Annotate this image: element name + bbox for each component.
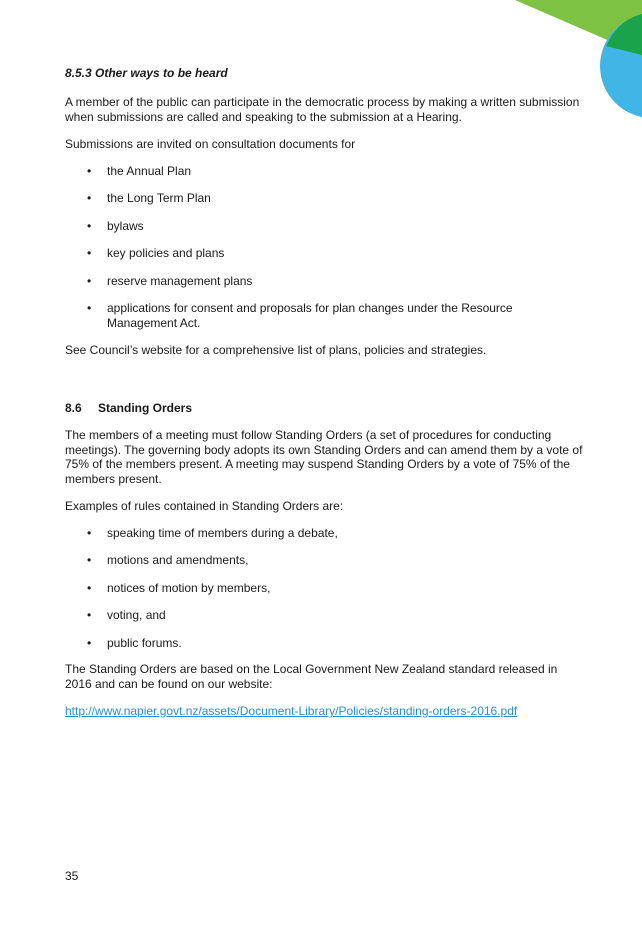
section-title: Standing Orders <box>98 401 193 415</box>
paragraph-submissions-lead-in: Submissions are invited on consultation documents for <box>65 137 356 151</box>
paragraph-public-participation: A member of the public can participate in the democratic process by making a written submission when submissions are called and speaking to the submission at a Hearing. <box>65 95 580 124</box>
bullet-icon: • <box>87 246 92 260</box>
bullet-icon: • <box>87 191 92 205</box>
blue-circle-shape <box>600 14 642 118</box>
paragraph-examples-lead-in: Examples of rules contained in Standing Orders are: <box>65 499 344 513</box>
bullet-icon: • <box>87 608 92 622</box>
paragraph-standing-orders-intro: The members of a meeting must follow Standing Orders (a set of procedures for conducting meetings). The governing body adopts its own Standing Orders and can amend them by a vote of 75% of the members present. A meeting may suspend Standing Orders by a vote of 75% of the members present. <box>65 428 583 486</box>
section-number: 8.6 <box>65 401 82 415</box>
bullet-icon: • <box>87 164 92 178</box>
bullet-icon: • <box>87 274 92 288</box>
bullet-icon: • <box>87 526 92 540</box>
subsection-heading: 8.5.3 Other ways to be heard <box>65 66 228 80</box>
dark-green-overlap-shape <box>606 14 642 55</box>
bullet-icon: • <box>87 636 92 650</box>
bullet-icon: • <box>87 301 92 315</box>
green-swoosh-shape <box>515 0 642 55</box>
standing-orders-pdf-link[interactable]: http://www.napier.govt.nz/assets/Document-Library/Policies/standing-orders-2016.pdf <box>65 704 518 718</box>
page-number: 35 <box>65 869 79 883</box>
bullet-icon: • <box>87 553 92 567</box>
bullet-icon: • <box>87 581 92 595</box>
section-heading <box>65 401 192 416</box>
bullet-icon: • <box>87 219 92 233</box>
paragraph-standing-orders-source: The Standing Orders are based on the Local Government New Zealand standard released in 2016 and can be found on our website: <box>65 662 558 691</box>
paragraph-website-reference: See Council’s website for a comprehensive list of plans, policies and strategies. <box>65 343 487 357</box>
